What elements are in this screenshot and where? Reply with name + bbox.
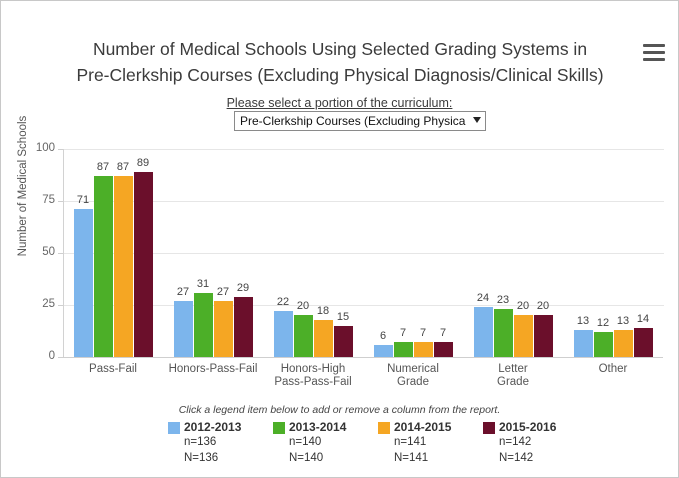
bar[interactable]: [334, 326, 353, 357]
bar-value-label: 31: [196, 277, 210, 290]
legend-instruction: Click a legend item below to add or remove a column from the report.: [178, 404, 501, 416]
bar[interactable]: [94, 176, 113, 357]
title-line-2: Pre-Clerkship Courses (Excluding Physical Diagnosis/Clinical Skills): [76, 65, 604, 85]
gridline: [64, 253, 664, 254]
bar-value-label: 15: [336, 310, 350, 323]
bar[interactable]: [134, 172, 153, 357]
bar-value-label: 27: [216, 285, 230, 298]
title-line-1: Number of Medical Schools Using Selected Grading Systems in: [92, 39, 588, 59]
legend-label: 2014-2015: [394, 420, 452, 434]
y-axis-tick-mark: [58, 357, 63, 358]
curriculum-select-value: Pre-Clerkship Courses (Excluding Physica: [240, 114, 466, 128]
legend-swatch: [483, 422, 495, 434]
x-axis-category-label: Pass-Fail: [89, 363, 137, 375]
legend-n-value: n=142: [499, 436, 532, 448]
bar[interactable]: [294, 315, 313, 357]
bar-value-label: 6: [379, 329, 387, 342]
y-axis-tick-mark: [58, 201, 63, 202]
bar-value-label: 22: [276, 296, 290, 309]
bar[interactable]: [274, 311, 293, 357]
gridline: [64, 149, 664, 150]
bar-value-label: 27: [176, 285, 190, 298]
bar[interactable]: [514, 315, 533, 357]
bar[interactable]: [174, 301, 193, 357]
chevron-down-icon: [473, 117, 481, 123]
bar-value-label: 29: [236, 281, 250, 294]
x-axis: [63, 357, 663, 358]
bar-value-label: 13: [616, 314, 630, 327]
legend-N-value: N=136: [184, 452, 219, 464]
y-axis-tick-label: 100: [35, 142, 55, 154]
bar-value-label: 87: [96, 161, 110, 174]
bar-value-label: 20: [516, 300, 530, 313]
x-axis-category-label: Numerical Grade: [387, 363, 439, 388]
legend-N-value: N=142: [499, 452, 534, 464]
x-axis-category-label: Honors-High Pass-Pass-Fail: [274, 363, 352, 388]
bar-value-label: 24: [476, 292, 490, 305]
legend-N-value: N=141: [394, 452, 429, 464]
hamburger-menu-icon[interactable]: [643, 44, 665, 62]
y-axis-tick-mark: [58, 149, 63, 150]
legend-label: 2015-2016: [499, 420, 557, 434]
bar[interactable]: [494, 309, 513, 357]
bar-value-label: 7: [439, 327, 447, 340]
x-axis-category-label: Other: [598, 363, 628, 375]
bar[interactable]: [314, 320, 333, 357]
y-axis-label: Number of Medical Schools: [17, 115, 29, 257]
legend-swatch: [273, 422, 285, 434]
bar-value-label: 13: [576, 314, 590, 327]
curriculum-select[interactable]: [234, 111, 486, 131]
gridline: [64, 201, 664, 202]
y-axis-tick-mark: [58, 253, 63, 254]
bar[interactable]: [474, 307, 493, 357]
legend: [168, 420, 588, 470]
bar-value-label: 7: [419, 327, 427, 340]
bar[interactable]: [74, 209, 93, 357]
legend-swatch: [378, 422, 390, 434]
y-axis-tick-mark: [58, 305, 63, 306]
legend-label: 2012-2013: [184, 420, 242, 434]
bar[interactable]: [634, 328, 653, 357]
bar[interactable]: [434, 342, 453, 357]
x-axis-category-label: Letter Grade: [497, 363, 529, 388]
bar-value-label: 71: [76, 194, 90, 207]
legend-swatch: [168, 422, 180, 434]
y-axis-tick-label: 25: [42, 298, 55, 310]
bar[interactable]: [214, 301, 233, 357]
bar-value-label: 14: [636, 312, 650, 325]
bar-value-label: 7: [399, 327, 407, 340]
bar[interactable]: [534, 315, 553, 357]
x-axis-category-label: Honors-Pass-Fail: [168, 363, 258, 375]
bar[interactable]: [114, 176, 133, 357]
bar-value-label: 12: [596, 317, 610, 330]
curriculum-select-label: Please select a portion of the curriculum:: [226, 96, 453, 110]
bar-value-label: 23: [496, 294, 510, 307]
bar-value-label: 87: [116, 161, 130, 174]
legend-n-value: n=140: [289, 436, 322, 448]
bar-value-label: 18: [316, 304, 330, 317]
bar[interactable]: [614, 330, 633, 357]
bar[interactable]: [374, 345, 393, 357]
y-axis-tick-label: 0: [48, 350, 55, 362]
bar[interactable]: [194, 293, 213, 357]
legend-label: 2013-2014: [289, 420, 347, 434]
y-axis-tick-label: 75: [42, 194, 55, 206]
page-title: [40, 36, 640, 88]
bar[interactable]: [594, 332, 613, 357]
legend-N-value: N=140: [289, 452, 324, 464]
bar-value-label: 20: [296, 300, 310, 313]
legend-n-value: n=136: [184, 436, 217, 448]
bar-value-label: 20: [536, 300, 550, 313]
bar[interactable]: [394, 342, 413, 357]
legend-n-value: n=141: [394, 436, 427, 448]
bar[interactable]: [234, 297, 253, 357]
bar-value-label: 89: [136, 156, 150, 169]
gridline: [64, 305, 664, 306]
y-axis-tick-label: 50: [42, 246, 55, 258]
bar[interactable]: [574, 330, 593, 357]
bar[interactable]: [414, 342, 433, 357]
